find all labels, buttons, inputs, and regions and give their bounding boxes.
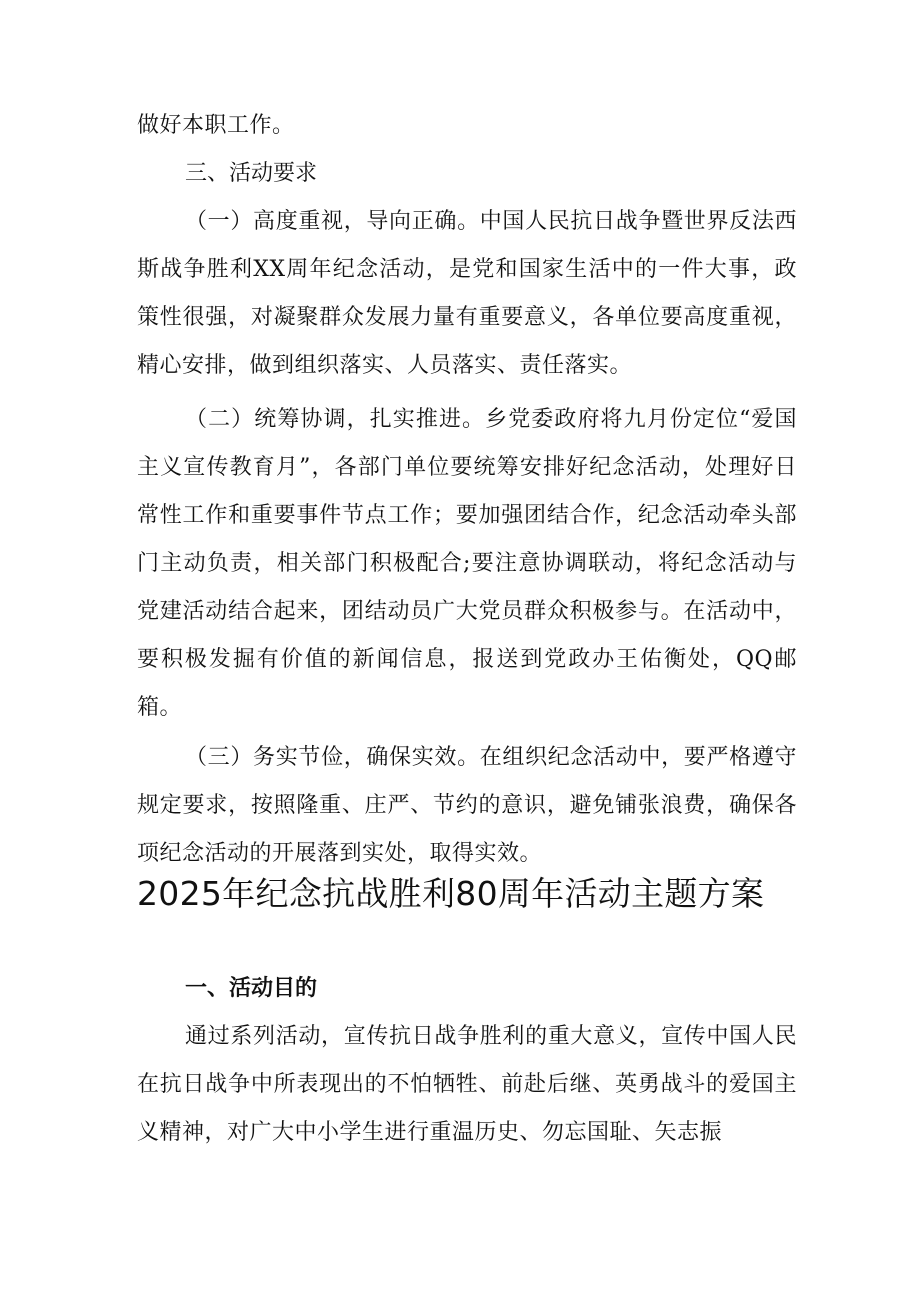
document-title: 2025年纪念抗战胜利80周年活动主题方案 (137, 874, 765, 913)
paragraph-purpose: 通过系列活动，宣传抗日战争胜利的重大意义，宣传中国人民在抗日战争中所表现出的不怕牺牲、前赴后继、英勇战斗的爱国主义精神，对广大中小学生进行重温历史、勿忘国耻、矢志振 (137, 1024, 797, 1145)
paragraph-requirement-3: （三）务实节俭，确保实效。在组织纪念活动中，要严格遵守规定要求，按照隆重、庄严、节约的意识，避免铺张浪费，确保各项纪念活动的开展落到实处，取得实效。 (137, 745, 797, 866)
paragraph-fragment: 做好本职工作。 (137, 113, 295, 138)
paragraph-requirement-2: （二）统筹协调，扎实推进。乡党委政府将九月份定位“爱国主义宣传教育月”，各部门单位要统筹安排好纪念活动，处理好日常性工作和重要事件节点工作；要加强团结合作，纪念活动牵头部门主动负责，相关部门积极配合;要注意协调联动，将纪念活动与党建活动结合起来，团结动员广大党员群众积极参与。在活动中，要积极发掘有价值的新闻信息，报送到党政办王佑衡处，QQ邮箱。 (137, 407, 797, 720)
section-heading-requirements: 三、活动要求 (185, 161, 318, 186)
paragraph-requirement-1: （一）高度重视，导向正确。中国人民抗日战争暨世界反法西斯战争胜利XX周年纪念活动，是党和国家生活中的一件大事，政策性很强，对凝聚群众发展力量有重要意义，各单位要高度重视，精心安排，做到组织落实、人员落实、责任落实。 (137, 209, 797, 378)
section-heading-purpose: 一、活动目的 (185, 976, 318, 1001)
